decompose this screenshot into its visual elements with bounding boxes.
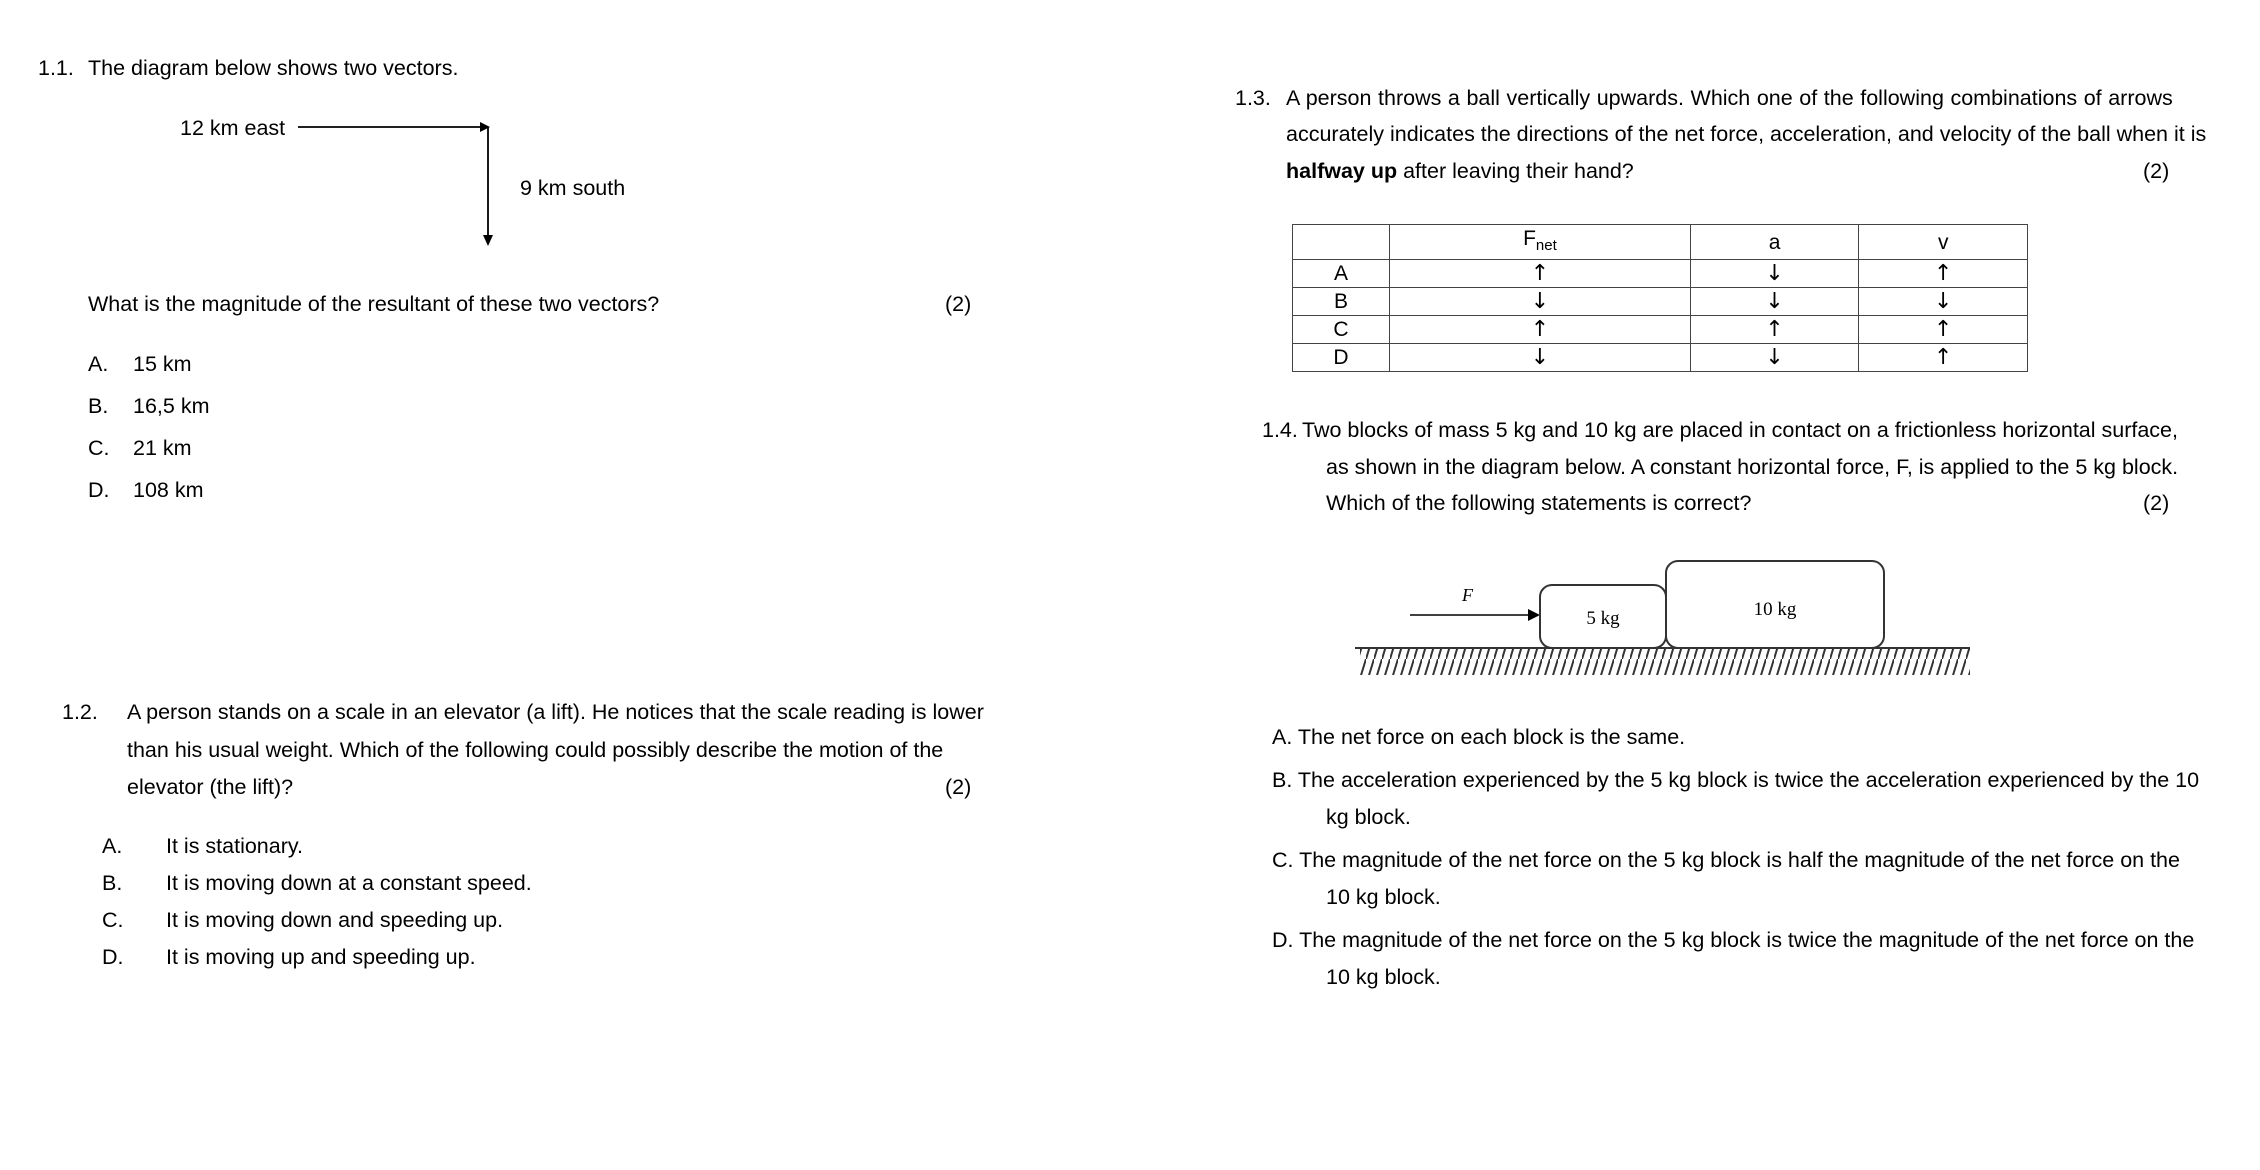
q1-2-line1: A person stands on a scale in an elevator (a lift). He notices that the scale reading is lower <box>127 700 984 724</box>
q1-2-option-a-text: It is stationary. <box>166 834 304 858</box>
q1-2-option-c-letter: C. <box>102 908 124 932</box>
q1-3-line3-rest: after leaving their hand? <box>1397 159 1634 183</box>
q1-1-option-c-letter: C. <box>88 436 110 460</box>
q1-4-option-c-text: The magnitude of the net force on the 5 kg block is half the magnitude of the net force on the <box>1299 848 2180 872</box>
q1-3-line3 <box>1286 159 1634 184</box>
q1-3-header-a: a <box>1690 225 1859 260</box>
q1-4-option-c-cont: 10 kg block. <box>1326 885 1441 909</box>
block-10kg-label: 10 kg <box>1753 599 1797 620</box>
q1-3-header-blank <box>1293 225 1390 260</box>
q1-4-option-c-letter: C. <box>1272 848 1294 872</box>
q1-4-marks: (2) <box>2143 491 2170 515</box>
fnet-arrow-cell: ↑ <box>1390 316 1691 344</box>
vector-south-label: 9 km south <box>520 176 626 200</box>
q1-2-marks: (2) <box>945 775 972 799</box>
vector-diagram <box>290 115 510 255</box>
vector-south-arrowhead <box>483 235 493 246</box>
q1-3-line2: accurately indicates the directions of the net force, acceleration, and velocity of the ball when it is <box>1286 122 2207 146</box>
q1-1-option-a-letter: A. <box>88 352 109 376</box>
q1-1-option-b-letter: B. <box>88 394 109 418</box>
q1-4-option-d <box>1272 928 2194 953</box>
row-label: D <box>1293 344 1390 372</box>
q1-4-option-b-letter: B. <box>1272 768 1293 792</box>
q1-3-bold-phrase: halfway up <box>1286 159 1398 183</box>
a-arrow-cell: ↓ <box>1690 288 1859 316</box>
q1-2-option-c-text: It is moving down and speeding up. <box>166 908 504 932</box>
q1-2-number: 1.2. <box>62 700 98 724</box>
fnet-arrow-cell: ↓ <box>1390 344 1691 372</box>
table-row <box>1293 288 2028 316</box>
q1-2-option-d-text: It is moving up and speeding up. <box>166 945 476 969</box>
q1-4-option-a <box>1272 725 1685 750</box>
v-arrow-cell: ↑ <box>1859 260 2028 288</box>
a-arrow-cell: ↓ <box>1690 344 1859 372</box>
q1-1-question: What is the magnitude of the resultant of these two vectors? <box>88 292 660 316</box>
force-arrowhead <box>1528 609 1540 621</box>
q1-4-option-d-cont: 10 kg block. <box>1326 965 1441 989</box>
vector-east-label: 12 km east <box>180 116 286 140</box>
q1-4-option-b-text: The acceleration experienced by the 5 kg block is twice the acceleration experienced by the 10 <box>1297 768 2200 792</box>
q1-3-table <box>1292 224 2028 372</box>
q1-4-option-a-text: The net force on each block is the same. <box>1297 725 1686 749</box>
q1-2-option-b-letter: B. <box>102 871 123 895</box>
q1-3-table-header <box>1293 225 2028 260</box>
q1-1-stem: The diagram below shows two vectors. <box>88 56 459 80</box>
q1-2-option-d-letter: D. <box>102 945 124 969</box>
q1-4-line1: Two blocks of mass 5 kg and 10 kg are placed in contact on a frictionless horizontal surface, <box>1302 418 2178 442</box>
q1-4-option-b <box>1272 768 2199 793</box>
q1-1-option-d-text: 108 km <box>133 478 204 502</box>
q1-3-header-fnet <box>1390 225 1691 260</box>
q1-4-number: 1.4. <box>1262 418 1298 442</box>
q1-4-line3: Which of the following statements is correct? <box>1326 491 1752 515</box>
row-label: A <box>1293 260 1390 288</box>
a-arrow-cell: ↑ <box>1690 316 1859 344</box>
q1-1-option-c-text: 21 km <box>133 436 192 460</box>
q1-3-number: 1.3. <box>1235 86 1271 110</box>
table-row <box>1293 260 2028 288</box>
q1-1-marks: (2) <box>945 292 972 316</box>
force-label: F <box>1462 585 1473 605</box>
q1-1-number: 1.1. <box>38 56 74 80</box>
fnet-arrow-cell: ↓ <box>1390 288 1691 316</box>
q1-3-header-v: v <box>1859 225 2028 260</box>
v-arrow-cell: ↑ <box>1859 316 2028 344</box>
q1-2-option-a-letter: A. <box>102 834 123 858</box>
q1-4-option-b-cont: kg block. <box>1326 805 1411 829</box>
q1-4-option-d-text: The magnitude of the net force on the 5 kg block is twice the magnitude of the net force on the <box>1299 928 2195 952</box>
q1-4-option-c <box>1272 848 2180 873</box>
fnet-symbol: F <box>1523 227 1536 250</box>
fnet-subscript: net <box>1535 237 1557 255</box>
v-arrow-cell: ↑ <box>1859 344 2028 372</box>
row-label: C <box>1293 316 1390 344</box>
block-5kg-label: 5 kg <box>1586 608 1620 629</box>
q1-4-option-d-letter: D. <box>1272 928 1294 952</box>
q1-4-option-a-letter: A. <box>1272 725 1293 749</box>
q1-3-marks: (2) <box>2143 159 2170 183</box>
q1-4-line2: as shown in the diagram below. A constant horizontal force, F, is applied to the 5 kg block. <box>1326 455 2179 479</box>
q1-1-option-a-text: 15 km <box>133 352 192 376</box>
a-arrow-cell: ↓ <box>1690 260 1859 288</box>
q1-1-option-d-letter: D. <box>88 478 110 502</box>
q1-2-line2: than his usual weight. Which of the following could possibly describe the motion of the <box>127 738 944 762</box>
v-arrow-cell: ↓ <box>1859 288 2028 316</box>
table-row <box>1293 344 2028 372</box>
blocks-diagram <box>1350 555 1980 685</box>
table-row <box>1293 316 2028 344</box>
q1-2-line3: elevator (the lift)? <box>127 775 294 799</box>
ground-hatching <box>1360 649 1970 675</box>
fnet-arrow-cell: ↑ <box>1390 260 1691 288</box>
q1-2-option-b-text: It is moving down at a constant speed. <box>166 871 532 895</box>
row-label: B <box>1293 288 1390 316</box>
q1-1-option-b-text: 16,5 km <box>133 394 210 418</box>
q1-3-line1: A person throws a ball vertically upwards. Which one of the following combinations of arrows <box>1286 86 2173 110</box>
